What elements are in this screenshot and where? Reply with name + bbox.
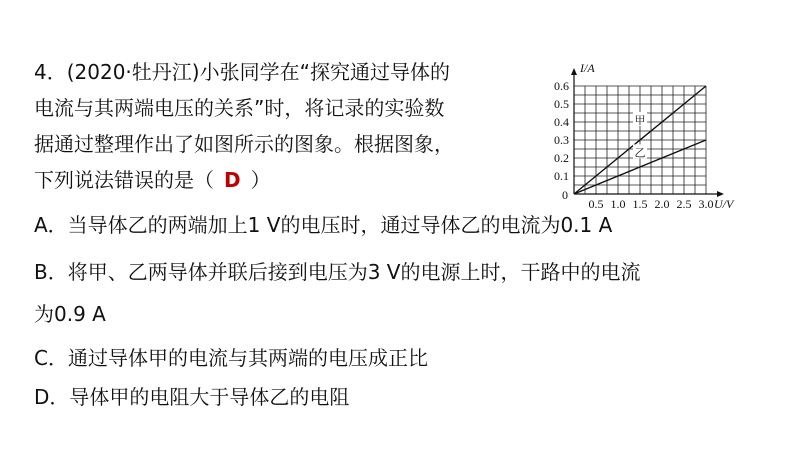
i-u-graph xyxy=(530,52,734,214)
y-axis-label: I/A xyxy=(580,61,595,75)
answer-letter: D xyxy=(224,168,241,192)
y-axis-arrow xyxy=(571,68,577,75)
x-tick-label: 2.5 xyxy=(676,197,692,211)
question-line-4 xyxy=(34,168,271,192)
question-prompt-close: ） xyxy=(250,168,271,192)
y-tick-label: 0.1 xyxy=(554,169,569,183)
x-tick-label: 0.5 xyxy=(588,197,604,211)
y-tick-label: 0.4 xyxy=(554,115,569,129)
question-line-3: 据通过整理作出了如图所示的图象。根据图象， xyxy=(34,132,454,156)
y-tick-label: 0.2 xyxy=(554,151,569,165)
x-tick-label: 1.5 xyxy=(632,197,648,211)
x-axis-label: U/V xyxy=(714,197,734,211)
option-b-continued: 为0.9 A xyxy=(34,302,106,326)
y-tick-label: 0.3 xyxy=(554,133,569,147)
y-tick-label: 0.6 xyxy=(554,79,569,93)
series-label-2: 乙 xyxy=(634,146,646,160)
y-tick-label: 0.5 xyxy=(554,97,569,111)
origin-label: 0 xyxy=(562,188,568,202)
series-label-1: 甲 xyxy=(634,114,646,127)
question-line-2: 电流与其两端电压的关系”时，将记录的实验数 xyxy=(34,96,445,120)
option-c[interactable]: C．通过导体甲的电流与其两端的电压成正比 xyxy=(34,346,428,370)
option-b[interactable]: B．将甲、乙两导体并联后接到电压为3 V的电源上时，干路中的电流 xyxy=(34,260,641,284)
x-tick-label: 3.0 xyxy=(698,197,714,211)
option-d[interactable]: D．导体甲的电阻大于导体乙的电阻 xyxy=(34,385,350,409)
x-tick-label: 2.0 xyxy=(654,197,670,211)
x-tick-label: 1.0 xyxy=(610,197,626,211)
question-prompt: 下列说法错误的是（ xyxy=(34,168,214,192)
option-a[interactable]: A．当导体乙的两端加上1 V的电压时，通过导体乙的电流为0.1 A xyxy=(34,213,613,237)
question-line-1: 4．(2020·牡丹江)小张同学在“探究通过导体的 xyxy=(34,60,450,84)
